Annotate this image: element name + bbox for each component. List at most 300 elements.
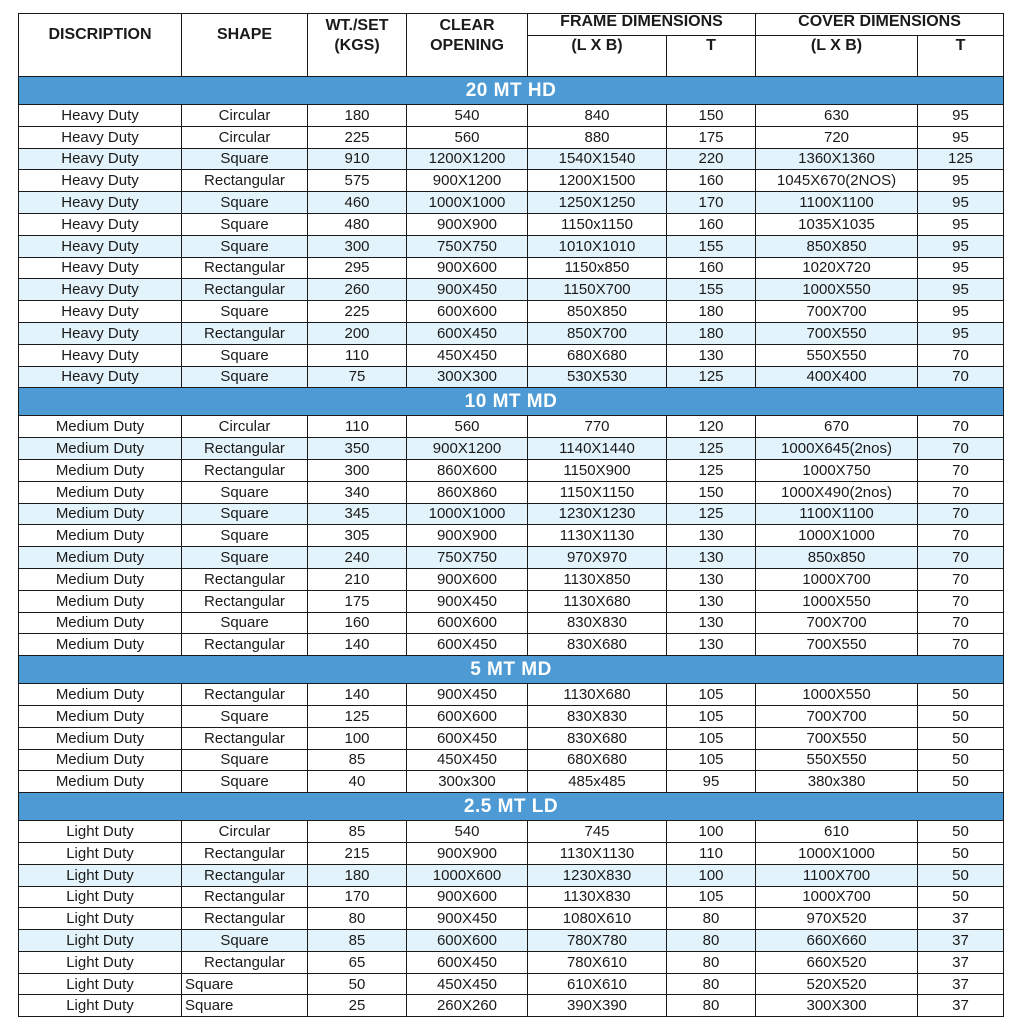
cell-frame-t: 95 <box>667 771 756 793</box>
cell-cover-t: 50 <box>918 749 1004 771</box>
section-header-row <box>19 656 1004 684</box>
cell-cover-t: 95 <box>918 105 1004 127</box>
cell-cover-t: 50 <box>918 821 1004 843</box>
cell-frame-lxb: 1150X1150 <box>528 481 667 503</box>
cell-clear-opening: 560 <box>407 126 528 148</box>
cell-frame-t: 220 <box>667 148 756 170</box>
cell-shape: Rectangular <box>182 684 308 706</box>
cell-cover-lxb: 1100X1100 <box>756 503 918 525</box>
cell-weight: 225 <box>308 301 407 323</box>
cell-frame-t: 150 <box>667 481 756 503</box>
cell-cover-t: 95 <box>918 213 1004 235</box>
cell-cover-lxb: 1000X750 <box>756 459 918 481</box>
cell-clear-opening: 900X900 <box>407 213 528 235</box>
cell-frame-lxb: 880 <box>528 126 667 148</box>
cell-shape: Square <box>182 301 308 323</box>
table-row <box>19 481 1004 503</box>
table-row <box>19 634 1004 656</box>
cell-shape: Square <box>182 344 308 366</box>
table-row <box>19 727 1004 749</box>
cell-clear-opening: 900X600 <box>407 886 528 908</box>
cell-weight: 140 <box>308 684 407 706</box>
cell-cover-lxb: 700X700 <box>756 612 918 634</box>
cell-clear-opening: 900X900 <box>407 842 528 864</box>
cell-cover-lxb: 1045X670(2NOS) <box>756 170 918 192</box>
table-row <box>19 126 1004 148</box>
cell-shape: Rectangular <box>182 727 308 749</box>
cell-clear-opening: 450X450 <box>407 973 528 995</box>
cell-clear-opening: 900X450 <box>407 590 528 612</box>
cell-cover-t: 95 <box>918 235 1004 257</box>
cell-cover-t: 95 <box>918 126 1004 148</box>
table-row <box>19 213 1004 235</box>
table-row <box>19 612 1004 634</box>
cell-description: Medium Duty <box>19 749 182 771</box>
cell-weight: 85 <box>308 821 407 843</box>
cell-clear-opening: 900X450 <box>407 684 528 706</box>
cell-frame-t: 80 <box>667 995 756 1017</box>
cell-description: Medium Duty <box>19 503 182 525</box>
table-row <box>19 525 1004 547</box>
cell-frame-t: 130 <box>667 634 756 656</box>
cell-description: Heavy Duty <box>19 126 182 148</box>
cell-shape: Rectangular <box>182 634 308 656</box>
cell-cover-lxb: 700X550 <box>756 634 918 656</box>
table-row <box>19 503 1004 525</box>
cell-weight: 25 <box>308 995 407 1017</box>
cell-description: Light Duty <box>19 908 182 930</box>
cell-description: Light Duty <box>19 930 182 952</box>
cell-description: Light Duty <box>19 995 182 1017</box>
cell-description: Light Duty <box>19 886 182 908</box>
table-row <box>19 322 1004 344</box>
cell-cover-t: 70 <box>918 634 1004 656</box>
cell-shape: Rectangular <box>182 322 308 344</box>
table-row <box>19 930 1004 952</box>
cell-cover-t: 70 <box>918 416 1004 438</box>
cell-cover-t: 70 <box>918 590 1004 612</box>
cell-clear-opening: 300X300 <box>407 366 528 388</box>
cell-frame-t: 105 <box>667 749 756 771</box>
cell-description: Heavy Duty <box>19 213 182 235</box>
cell-weight: 225 <box>308 126 407 148</box>
cell-weight: 110 <box>308 344 407 366</box>
cell-description: Heavy Duty <box>19 105 182 127</box>
cell-weight: 175 <box>308 590 407 612</box>
cell-shape: Square <box>182 930 308 952</box>
cell-frame-lxb: 850X850 <box>528 301 667 323</box>
table-row <box>19 842 1004 864</box>
table-body <box>19 77 1004 1017</box>
cell-frame-lxb: 1150X700 <box>528 279 667 301</box>
cell-weight: 240 <box>308 547 407 569</box>
table-row <box>19 951 1004 973</box>
cell-clear-opening: 600X600 <box>407 612 528 634</box>
table-row <box>19 995 1004 1017</box>
cell-frame-t: 110 <box>667 842 756 864</box>
cell-clear-opening: 900X600 <box>407 568 528 590</box>
header-cover-t: T <box>918 36 1004 77</box>
cell-frame-lxb: 1250X1250 <box>528 192 667 214</box>
cell-frame-lxb: 1200X1500 <box>528 170 667 192</box>
cell-frame-t: 80 <box>667 951 756 973</box>
table-row <box>19 973 1004 995</box>
cell-clear-opening: 900X450 <box>407 279 528 301</box>
cell-cover-lxb: 520X520 <box>756 973 918 995</box>
cell-cover-lxb: 700X550 <box>756 322 918 344</box>
cell-cover-t: 95 <box>918 322 1004 344</box>
cell-cover-lxb: 380x380 <box>756 771 918 793</box>
section-title: 2.5 MT LD <box>19 793 1004 821</box>
cell-description: Medium Duty <box>19 727 182 749</box>
cell-frame-lxb: 1230X1230 <box>528 503 667 525</box>
cell-cover-lxb: 850x850 <box>756 547 918 569</box>
cell-cover-lxb: 1000X1000 <box>756 842 918 864</box>
cell-weight: 260 <box>308 279 407 301</box>
cell-cover-lxb: 1100X700 <box>756 864 918 886</box>
cell-shape: Rectangular <box>182 459 308 481</box>
cell-frame-t: 80 <box>667 908 756 930</box>
cell-frame-t: 120 <box>667 416 756 438</box>
cell-cover-t: 37 <box>918 930 1004 952</box>
cell-frame-t: 105 <box>667 886 756 908</box>
cell-shape: Rectangular <box>182 568 308 590</box>
cell-description: Heavy Duty <box>19 235 182 257</box>
cell-frame-t: 160 <box>667 170 756 192</box>
cell-shape: Square <box>182 235 308 257</box>
cell-clear-opening: 750X750 <box>407 547 528 569</box>
cell-frame-lxb: 780X610 <box>528 951 667 973</box>
cell-cover-lxb: 400X400 <box>756 366 918 388</box>
cell-cover-t: 70 <box>918 366 1004 388</box>
table-row <box>19 279 1004 301</box>
cell-clear-opening: 600X600 <box>407 301 528 323</box>
cell-weight: 910 <box>308 148 407 170</box>
cell-clear-opening: 1000X1000 <box>407 192 528 214</box>
cell-cover-lxb: 660X660 <box>756 930 918 952</box>
cell-description: Medium Duty <box>19 771 182 793</box>
cell-description: Medium Duty <box>19 612 182 634</box>
cell-shape: Rectangular <box>182 886 308 908</box>
cell-weight: 85 <box>308 930 407 952</box>
cell-frame-lxb: 830X680 <box>528 727 667 749</box>
cell-frame-lxb: 610X610 <box>528 973 667 995</box>
cell-cover-t: 95 <box>918 279 1004 301</box>
cell-weight: 350 <box>308 438 407 460</box>
table-row <box>19 192 1004 214</box>
cell-cover-lxb: 670 <box>756 416 918 438</box>
header-cover-dimensions: COVER DIMENSIONS <box>756 14 1004 36</box>
cell-cover-t: 50 <box>918 864 1004 886</box>
cell-shape: Square <box>182 525 308 547</box>
cell-frame-t: 180 <box>667 301 756 323</box>
cell-description: Medium Duty <box>19 590 182 612</box>
table-row <box>19 684 1004 706</box>
cell-shape: Square <box>182 547 308 569</box>
cell-clear-opening: 540 <box>407 821 528 843</box>
cell-clear-opening: 540 <box>407 105 528 127</box>
cell-cover-t: 70 <box>918 525 1004 547</box>
cell-cover-lxb: 300X300 <box>756 995 918 1017</box>
cell-frame-lxb: 850X700 <box>528 322 667 344</box>
cell-shape: Rectangular <box>182 279 308 301</box>
cell-frame-lxb: 1130X680 <box>528 684 667 706</box>
table-row <box>19 459 1004 481</box>
cell-shape: Circular <box>182 126 308 148</box>
cell-clear-opening: 1000X1000 <box>407 503 528 525</box>
cell-frame-t: 130 <box>667 612 756 634</box>
cell-description: Medium Duty <box>19 634 182 656</box>
cell-weight: 85 <box>308 749 407 771</box>
table-row <box>19 864 1004 886</box>
cell-shape: Square <box>182 481 308 503</box>
cell-frame-lxb: 830X680 <box>528 634 667 656</box>
cell-cover-t: 70 <box>918 481 1004 503</box>
cell-cover-t: 95 <box>918 301 1004 323</box>
cell-weight: 100 <box>308 727 407 749</box>
cell-frame-t: 105 <box>667 705 756 727</box>
cell-frame-t: 130 <box>667 525 756 547</box>
cell-frame-t: 170 <box>667 192 756 214</box>
cell-description: Heavy Duty <box>19 344 182 366</box>
cell-frame-lxb: 1140X1440 <box>528 438 667 460</box>
cell-cover-lxb: 550X550 <box>756 344 918 366</box>
cell-shape: Circular <box>182 416 308 438</box>
cell-weight: 305 <box>308 525 407 547</box>
cell-shape: Square <box>182 749 308 771</box>
section-header-row <box>19 793 1004 821</box>
cell-description: Heavy Duty <box>19 366 182 388</box>
table-row <box>19 908 1004 930</box>
cell-clear-opening: 750X750 <box>407 235 528 257</box>
cell-clear-opening: 600X450 <box>407 322 528 344</box>
cell-cover-lxb: 1020X720 <box>756 257 918 279</box>
cell-cover-t: 70 <box>918 612 1004 634</box>
section-header-row <box>19 77 1004 105</box>
cell-weight: 300 <box>308 459 407 481</box>
cell-shape: Rectangular <box>182 170 308 192</box>
cell-shape: Rectangular <box>182 908 308 930</box>
cell-cover-lxb: 1100X1100 <box>756 192 918 214</box>
cell-shape: Circular <box>182 105 308 127</box>
cell-description: Light Duty <box>19 842 182 864</box>
cell-shape: Square <box>182 973 308 995</box>
cell-weight: 160 <box>308 612 407 634</box>
cell-shape: Rectangular <box>182 590 308 612</box>
cell-cover-lxb: 610 <box>756 821 918 843</box>
cell-weight: 180 <box>308 864 407 886</box>
cell-frame-lxb: 390X390 <box>528 995 667 1017</box>
cell-clear-opening: 260X260 <box>407 995 528 1017</box>
cell-clear-opening: 300x300 <box>407 771 528 793</box>
cell-frame-t: 180 <box>667 322 756 344</box>
cell-frame-lxb: 780X780 <box>528 930 667 952</box>
table-row <box>19 148 1004 170</box>
cell-clear-opening: 600X600 <box>407 930 528 952</box>
cell-cover-t: 95 <box>918 257 1004 279</box>
table-row <box>19 105 1004 127</box>
cell-frame-lxb: 1540X1540 <box>528 148 667 170</box>
header-frame-dimensions: FRAME DIMENSIONS <box>528 14 756 36</box>
cell-description: Light Duty <box>19 821 182 843</box>
table-row <box>19 170 1004 192</box>
cell-description: Heavy Duty <box>19 301 182 323</box>
header-frame-t: T <box>667 36 756 77</box>
cell-description: Medium Duty <box>19 481 182 503</box>
section-title: 20 MT HD <box>19 77 1004 105</box>
cell-weight: 210 <box>308 568 407 590</box>
cell-frame-lxb: 485x485 <box>528 771 667 793</box>
cell-description: Heavy Duty <box>19 148 182 170</box>
cell-description: Medium Duty <box>19 438 182 460</box>
cell-shape: Square <box>182 148 308 170</box>
cell-clear-opening: 860X600 <box>407 459 528 481</box>
cell-cover-t: 37 <box>918 951 1004 973</box>
cell-frame-t: 155 <box>667 279 756 301</box>
cell-cover-t: 70 <box>918 459 1004 481</box>
header-clear-opening: CLEAR OPENING <box>407 14 528 77</box>
cell-cover-t: 37 <box>918 995 1004 1017</box>
cell-cover-t: 50 <box>918 705 1004 727</box>
cell-shape: Square <box>182 192 308 214</box>
cell-cover-lxb: 1035X1035 <box>756 213 918 235</box>
cell-clear-opening: 450X450 <box>407 749 528 771</box>
cell-cover-t: 125 <box>918 148 1004 170</box>
table-row <box>19 886 1004 908</box>
cell-description: Medium Duty <box>19 705 182 727</box>
cell-frame-lxb: 1010X1010 <box>528 235 667 257</box>
cell-cover-lxb: 550X550 <box>756 749 918 771</box>
cell-cover-lxb: 660X520 <box>756 951 918 973</box>
cell-clear-opening: 450X450 <box>407 344 528 366</box>
cell-description: Medium Duty <box>19 459 182 481</box>
cell-weight: 480 <box>308 213 407 235</box>
cell-weight: 170 <box>308 886 407 908</box>
cell-description: Light Duty <box>19 973 182 995</box>
section-title: 10 MT MD <box>19 388 1004 416</box>
table-row <box>19 301 1004 323</box>
cell-shape: Square <box>182 612 308 634</box>
cell-frame-t: 175 <box>667 126 756 148</box>
cell-shape: Rectangular <box>182 257 308 279</box>
cell-frame-t: 125 <box>667 459 756 481</box>
cell-shape: Rectangular <box>182 842 308 864</box>
cell-frame-t: 100 <box>667 821 756 843</box>
cell-clear-opening: 900X1200 <box>407 170 528 192</box>
cell-description: Medium Duty <box>19 525 182 547</box>
cell-frame-lxb: 1150X900 <box>528 459 667 481</box>
cell-clear-opening: 600X450 <box>407 951 528 973</box>
cell-shape: Square <box>182 366 308 388</box>
cell-cover-t: 70 <box>918 344 1004 366</box>
cell-cover-lxb: 1360X1360 <box>756 148 918 170</box>
cell-frame-lxb: 1150x1150 <box>528 213 667 235</box>
cell-shape: Square <box>182 771 308 793</box>
cell-frame-lxb: 680X680 <box>528 344 667 366</box>
cell-cover-t: 50 <box>918 727 1004 749</box>
cell-weight: 575 <box>308 170 407 192</box>
cell-cover-t: 50 <box>918 771 1004 793</box>
cell-weight: 65 <box>308 951 407 973</box>
cell-clear-opening: 600X450 <box>407 634 528 656</box>
cell-frame-t: 155 <box>667 235 756 257</box>
cell-frame-t: 80 <box>667 930 756 952</box>
table-row <box>19 771 1004 793</box>
table-row <box>19 235 1004 257</box>
cell-cover-t: 37 <box>918 973 1004 995</box>
table-row <box>19 705 1004 727</box>
table-row <box>19 416 1004 438</box>
cell-frame-lxb: 1130X850 <box>528 568 667 590</box>
cell-weight: 180 <box>308 105 407 127</box>
cell-cover-t: 95 <box>918 192 1004 214</box>
cell-weight: 140 <box>308 634 407 656</box>
table-row <box>19 344 1004 366</box>
cell-frame-lxb: 1130X1130 <box>528 842 667 864</box>
cell-frame-t: 125 <box>667 438 756 460</box>
cell-frame-t: 130 <box>667 568 756 590</box>
cell-frame-lxb: 830X830 <box>528 705 667 727</box>
cell-frame-t: 130 <box>667 344 756 366</box>
cell-frame-t: 150 <box>667 105 756 127</box>
cell-cover-t: 70 <box>918 503 1004 525</box>
cell-shape: Rectangular <box>182 951 308 973</box>
cell-frame-t: 105 <box>667 727 756 749</box>
cell-weight: 300 <box>308 235 407 257</box>
cell-frame-t: 125 <box>667 366 756 388</box>
cell-cover-lxb: 700X700 <box>756 301 918 323</box>
header-description: DISCRIPTION <box>19 14 182 77</box>
cell-frame-lxb: 770 <box>528 416 667 438</box>
cell-description: Heavy Duty <box>19 279 182 301</box>
cell-weight: 295 <box>308 257 407 279</box>
cell-frame-lxb: 1150x850 <box>528 257 667 279</box>
cell-frame-lxb: 530X530 <box>528 366 667 388</box>
cell-cover-lxb: 700X550 <box>756 727 918 749</box>
cell-clear-opening: 900X450 <box>407 908 528 930</box>
cell-shape: Square <box>182 995 308 1017</box>
cell-weight: 50 <box>308 973 407 995</box>
cell-frame-lxb: 1130X1130 <box>528 525 667 547</box>
table-row <box>19 568 1004 590</box>
cell-weight: 340 <box>308 481 407 503</box>
cell-cover-lxb: 1000X700 <box>756 568 918 590</box>
cell-cover-lxb: 1000X550 <box>756 279 918 301</box>
cell-cover-t: 95 <box>918 170 1004 192</box>
header-weight: WT./SET (KGS) <box>308 14 407 77</box>
cell-shape: Square <box>182 503 308 525</box>
cell-cover-lxb: 720 <box>756 126 918 148</box>
cell-frame-t: 130 <box>667 547 756 569</box>
cell-cover-lxb: 1000X645(2nos) <box>756 438 918 460</box>
spec-table-container <box>18 13 1004 1017</box>
table-row <box>19 438 1004 460</box>
cell-cover-lxb: 1000X1000 <box>756 525 918 547</box>
cell-frame-t: 100 <box>667 864 756 886</box>
cell-frame-lxb: 745 <box>528 821 667 843</box>
cell-frame-t: 80 <box>667 973 756 995</box>
cell-weight: 75 <box>308 366 407 388</box>
cell-weight: 125 <box>308 705 407 727</box>
cell-weight: 215 <box>308 842 407 864</box>
cell-clear-opening: 900X900 <box>407 525 528 547</box>
cell-shape: Rectangular <box>182 864 308 886</box>
cell-frame-t: 160 <box>667 213 756 235</box>
cell-description: Medium Duty <box>19 684 182 706</box>
table-row <box>19 547 1004 569</box>
cell-cover-lxb: 1000X700 <box>756 886 918 908</box>
cell-description: Medium Duty <box>19 547 182 569</box>
